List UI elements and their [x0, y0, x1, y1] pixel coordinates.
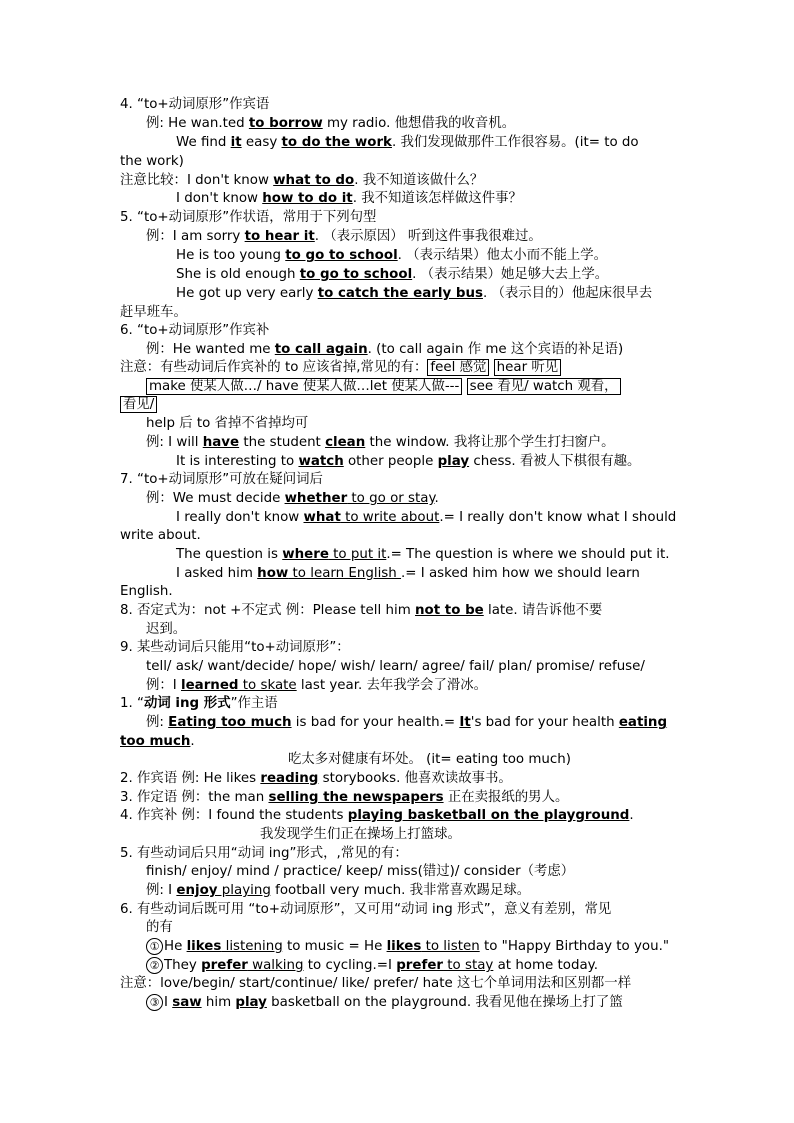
text-run: 迟到。	[146, 622, 187, 637]
text-line	[120, 396, 157, 414]
text-run: . 我不知道该做什么？	[354, 173, 484, 188]
text-line	[288, 751, 571, 769]
text-line	[146, 677, 487, 695]
text-line	[120, 527, 201, 545]
text-line	[120, 789, 568, 807]
text-line	[120, 901, 611, 919]
text-run: 7. “to+动词原形”可放在疑问词后	[120, 472, 323, 487]
text-run: 4. “to+动词原形”作宾语	[120, 97, 270, 112]
text-run: 4. 作宾补 例：I found the students	[120, 808, 348, 823]
text-run: 6. 有些动词后既可用 “to+动词原形”，又可用“动词 ing 形式”，意义有差别，常见	[120, 902, 612, 917]
text-run: 3. 作定语 例：the man	[120, 790, 269, 805]
text-line	[120, 322, 269, 340]
text-line	[146, 863, 574, 881]
text-run: 正在卖报纸的男人。	[443, 790, 569, 805]
emphasized-word: eating	[618, 715, 668, 730]
text-run: tell/ ask/ want/decide/ hope/ wish/ learn/ agree/ fail/ plan/ promise/ refuse/	[146, 659, 645, 674]
text-run: I don't know	[176, 191, 263, 206]
underlined-phrase: playing	[217, 883, 271, 898]
text-line	[120, 845, 408, 863]
text-run: 8. 否定式为：not +不定式 例：Please tell him	[120, 603, 416, 618]
text-line	[176, 565, 640, 583]
emphasized-word: reading	[260, 771, 319, 786]
text-line	[146, 341, 623, 359]
text-run: 例: I will	[146, 435, 203, 450]
emphasized-word: whether	[284, 491, 348, 506]
text-line	[120, 209, 376, 227]
text-run: ”作主语	[230, 696, 278, 711]
text-run: storybooks. 他喜欢读故事书。	[318, 771, 512, 786]
text-line	[120, 172, 483, 190]
text-line	[120, 96, 269, 114]
text-run: . （表示结果）她足够大去上学。	[412, 267, 609, 282]
emphasized-word: likes	[186, 939, 222, 954]
text-line	[120, 602, 602, 620]
text-run: We find	[176, 135, 231, 150]
text-line	[176, 546, 669, 564]
text-line	[176, 134, 639, 152]
text-line	[120, 359, 561, 377]
emphasized-word: likes	[386, 939, 422, 954]
underlined-phrase: to write about	[340, 510, 440, 525]
text-run: I asked him	[176, 566, 258, 581]
text-run: 注意比较：I don't know	[120, 173, 274, 188]
text-line	[176, 247, 607, 265]
text-run: write about.	[120, 528, 201, 543]
emphasized-word: too much	[120, 734, 191, 749]
text-run: 的有	[146, 920, 173, 935]
text-run: football very much. 我非常喜欢踢足球。	[270, 883, 531, 898]
emphasized-word: saw	[172, 995, 202, 1010]
underlined-phrase: to learn English	[288, 566, 402, 581]
text-line	[120, 807, 634, 825]
text-run: . (to call again 作 me 这个宾语的补足语)	[367, 342, 624, 357]
emphasized-word: learned	[181, 678, 239, 693]
text-run: I	[164, 995, 173, 1010]
emphasized-word: watch	[298, 454, 344, 469]
text-run: at home today.	[493, 958, 598, 973]
text-run: chess. 看被人下棋很有趣。	[469, 454, 641, 469]
underlined-phrase: to listen	[421, 939, 480, 954]
boxed-term: see 看见/ watch 观看，	[467, 378, 621, 395]
text-run: . （表示结果）他太小而不能上学。	[397, 248, 608, 263]
text-run: . 我不知道该怎样做这件事？	[352, 191, 522, 206]
emphasized-word: to borrow	[248, 116, 323, 131]
text-run: easy	[241, 135, 282, 150]
boxed-term: hear 听见	[494, 359, 561, 376]
text-line	[176, 453, 640, 471]
text-run: It is interesting to	[176, 454, 299, 469]
text-run: him	[201, 995, 236, 1010]
text-run: my radio. 他想借我的收音机。	[322, 116, 516, 131]
text-run: . 我们发现做那件工作很容易。(it= to do	[391, 135, 639, 150]
text-run: 注意：love/begin/ start/continue/ like/ prefer/ hate 这七个单词用法和区别都一样	[120, 976, 632, 991]
emphasized-word: clean	[325, 435, 366, 450]
text-line	[146, 115, 515, 133]
emphasized-word: how to do it	[262, 191, 353, 206]
text-run: He	[164, 939, 187, 954]
text-line	[176, 285, 652, 303]
text-line	[146, 938, 669, 956]
text-run: .= The question is where we should put it.	[386, 547, 670, 562]
text-line	[120, 695, 278, 713]
text-run	[462, 379, 466, 394]
emphasized-word: not to be	[415, 603, 484, 618]
underlined-phrase: to skate	[238, 678, 297, 693]
text-run: 注意：有些动词后作宾补的 to 应该省掉,常见的有：	[120, 360, 428, 375]
text-line	[146, 957, 598, 975]
emphasized-word: have	[202, 435, 240, 450]
text-run: to music = He	[282, 939, 387, 954]
emphasized-word: what	[303, 510, 341, 525]
emphasized-word: Eating too much	[168, 715, 292, 730]
emphasized-word: selling the newspapers	[268, 790, 444, 805]
underlined-phrase: listening	[221, 939, 283, 954]
text-run: the work)	[120, 154, 184, 169]
text-line	[146, 490, 439, 508]
text-line	[120, 770, 512, 788]
text-line	[146, 658, 645, 676]
text-run: 's bad for your health	[470, 715, 619, 730]
emphasized-word: to hear it	[244, 229, 315, 244]
text-run: .= I asked him how we should learn	[401, 566, 640, 581]
underlined-phrase: to stay	[443, 958, 494, 973]
text-line	[176, 266, 608, 284]
emphasized-word: prefer	[201, 958, 248, 973]
text-line	[146, 415, 308, 433]
text-run: late. 请告诉他不要	[483, 603, 603, 618]
text-run: 例：He wanted me	[146, 342, 275, 357]
text-line	[120, 471, 323, 489]
text-run: 5. “to+动词原形”作状语，常用于下列句型	[120, 210, 377, 225]
text-run: He got up very early	[176, 286, 318, 301]
text-line	[146, 434, 615, 452]
text-run	[489, 360, 493, 375]
underlined-phrase: walking	[247, 958, 304, 973]
text-run: 例：I am sorry	[146, 229, 245, 244]
text-run: to cycling.=I	[303, 958, 397, 973]
emphasized-word: playing basketball on the playground	[347, 808, 630, 823]
emphasized-word: to catch the early bus	[317, 286, 483, 301]
text-run: the window. 我将让那个学生打扫窗户。	[365, 435, 615, 450]
bold-term: 动词 ing 形式	[143, 696, 231, 711]
text-line	[146, 882, 530, 900]
text-run: 吃太多对健康有坏处。 (it= eating too much)	[288, 752, 571, 767]
text-run: is bad for your health.=	[291, 715, 460, 730]
emphasized-word: It	[459, 715, 471, 730]
emphasized-word: to do the work	[281, 135, 392, 150]
text-line	[146, 994, 623, 1012]
text-run: 1. “	[120, 696, 144, 711]
text-line	[120, 304, 187, 322]
text-line	[146, 378, 621, 396]
text-line	[120, 733, 195, 751]
text-run: English.	[120, 584, 173, 599]
text-run: finish/ enjoy/ mind / practice/ keep/ miss(错过)/ consider（考虑）	[146, 864, 575, 879]
emphasized-word: how	[257, 566, 289, 581]
emphasized-word: prefer	[396, 958, 444, 973]
text-run: last year. 去年我学会了滑冰。	[296, 678, 488, 693]
text-run: basketball on the playground. 我看见他在操场上打了篮	[266, 995, 623, 1010]
text-run: .= I really don't know what I should	[439, 510, 677, 525]
boxed-term: make 使某人做…/ have 使某人做…let 使某人做---	[146, 378, 462, 395]
text-run: .	[434, 491, 439, 506]
underlined-phrase: to put it	[328, 547, 387, 562]
emphasized-word: to go to school	[299, 267, 413, 282]
boxed-term: 看见/	[120, 396, 157, 413]
text-line	[146, 621, 186, 639]
text-run: . （表示原因） 听到这件事我很难过。	[314, 229, 542, 244]
text-run: . （表示目的）他起床很早去	[482, 286, 653, 301]
text-run: .	[190, 734, 195, 749]
text-run: The question is	[176, 547, 283, 562]
circled-number: ①	[146, 938, 163, 955]
text-run: 6. “to+动词原形”作宾补	[120, 323, 270, 338]
text-run: 例: I	[146, 883, 177, 898]
text-run: 例:	[146, 715, 169, 730]
emphasized-word: it	[230, 135, 242, 150]
text-run: 5. 有些动词后只用“动词 ing”形式，,常见的有：	[120, 846, 408, 861]
text-run: 例：I	[146, 678, 181, 693]
text-run: 赶早班车。	[120, 305, 187, 320]
text-run: help 后 to 省掉不省掉均可	[146, 416, 309, 431]
text-line	[176, 190, 522, 208]
text-line	[146, 228, 542, 246]
text-line	[146, 919, 173, 937]
text-run: to "Happy Birthday to you."	[479, 939, 670, 954]
text-run: 我发现学生们正在操场上打篮球。	[260, 827, 461, 842]
text-line	[120, 639, 350, 657]
emphasized-word: enjoy	[176, 883, 218, 898]
emphasized-word: play	[437, 454, 470, 469]
text-run: 2. 作宾语 例: He likes	[120, 771, 261, 786]
text-run: 例：We must decide	[146, 491, 285, 506]
text-run: I really don't know	[176, 510, 304, 525]
text-line	[260, 826, 461, 844]
emphasized-word: to go to school	[285, 248, 398, 263]
text-run: other people	[343, 454, 438, 469]
text-run: .	[629, 808, 634, 823]
emphasized-word: to call again	[274, 342, 368, 357]
text-line	[120, 153, 184, 171]
emphasized-word: play	[235, 995, 267, 1010]
text-run: They	[164, 958, 202, 973]
circled-number: ②	[146, 957, 163, 974]
boxed-term: feel 感觉	[427, 359, 489, 376]
circled-number: ③	[146, 994, 163, 1011]
text-run: He is too young	[176, 248, 286, 263]
emphasized-word: what to do	[273, 173, 355, 188]
text-run: the student	[239, 435, 326, 450]
text-run: She is old enough	[176, 267, 300, 282]
underlined-phrase: to go or stay	[347, 491, 435, 506]
text-line	[120, 583, 173, 601]
text-run: 9. 某些动词后只能用“to+动词原形”：	[120, 640, 350, 655]
emphasized-word: where	[282, 547, 329, 562]
text-run: 例: He wan.ted	[146, 116, 249, 131]
text-line	[120, 975, 631, 993]
text-line	[176, 509, 676, 527]
text-line	[146, 714, 667, 732]
